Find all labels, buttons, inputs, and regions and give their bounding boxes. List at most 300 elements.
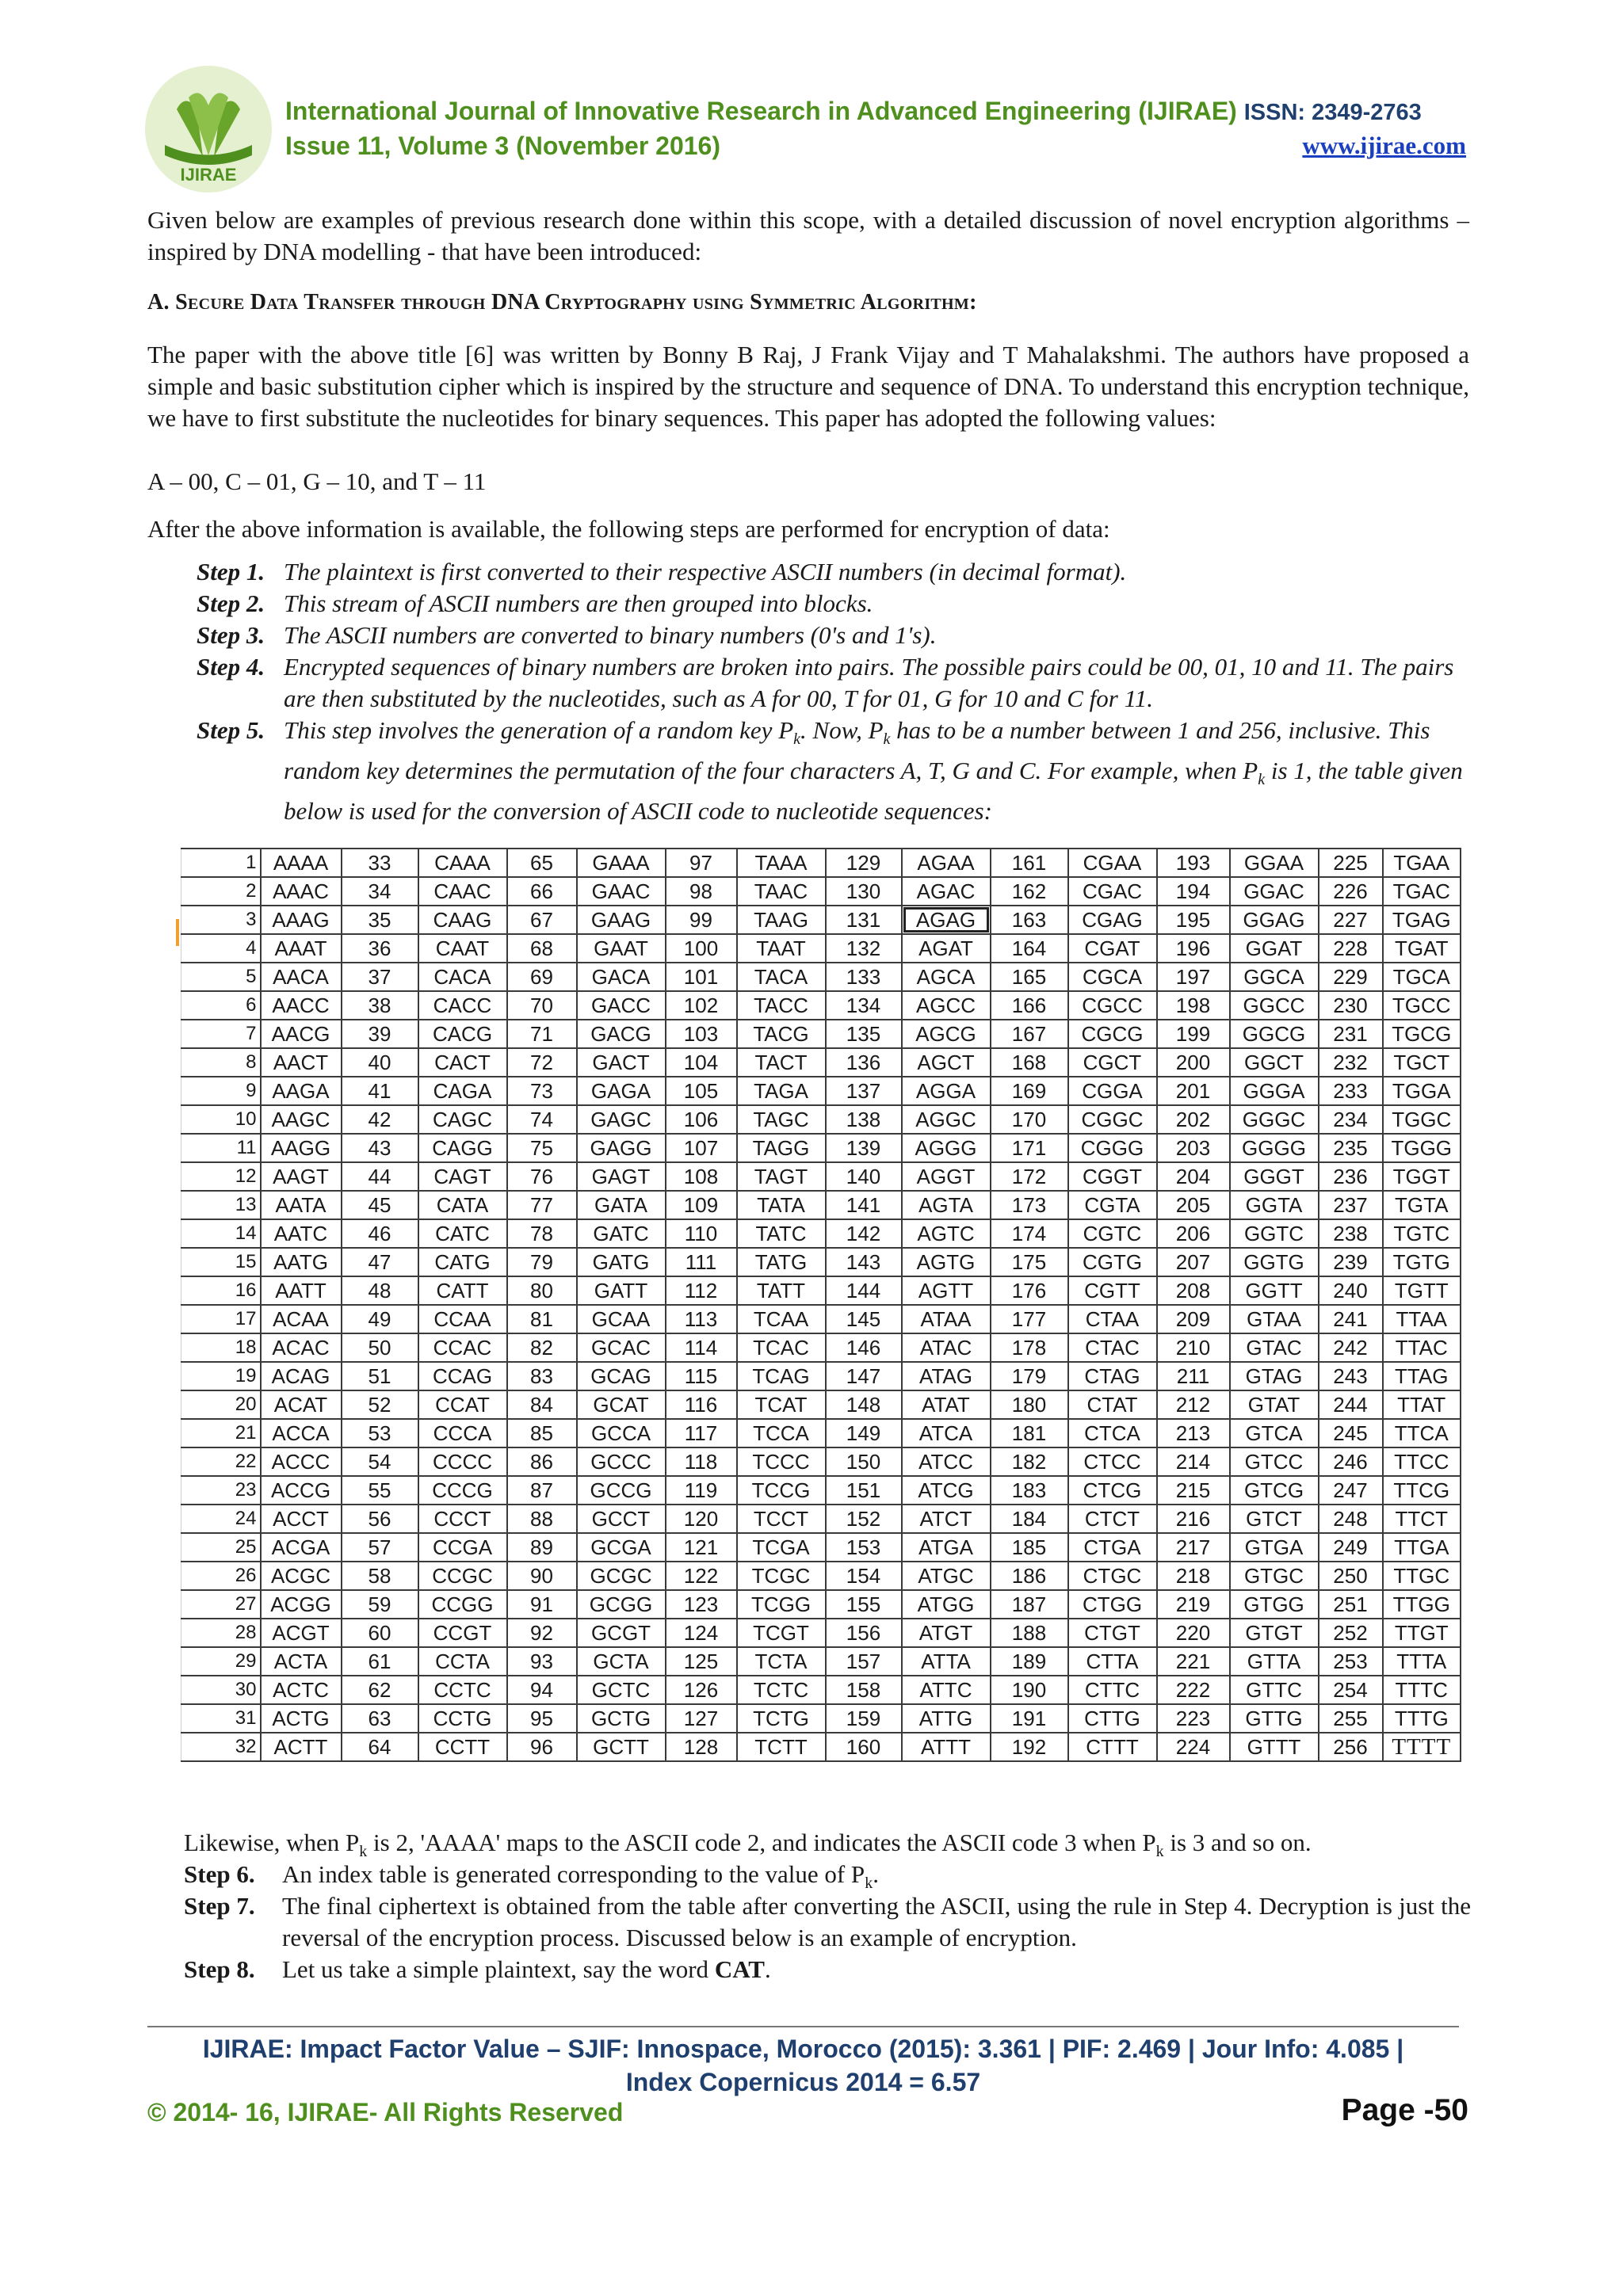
codon-cell: ATTA bbox=[902, 1647, 991, 1676]
codon-cell: CGTA bbox=[1068, 1191, 1157, 1219]
ascii-code-cell: 57 bbox=[342, 1533, 418, 1562]
ascii-code-cell: 126 bbox=[666, 1676, 737, 1704]
codon-cell: TCTT bbox=[737, 1733, 826, 1761]
table-row bbox=[181, 1419, 1461, 1447]
codon-cell: TTAC bbox=[1383, 1333, 1461, 1362]
ascii-code-cell: 199 bbox=[1157, 1020, 1230, 1048]
row-index-cell: 24 bbox=[181, 1505, 261, 1533]
codon-cell: AATG bbox=[261, 1248, 342, 1276]
ijirae-logo bbox=[141, 62, 276, 196]
codon-cell: TTCT bbox=[1383, 1505, 1461, 1533]
table-row bbox=[181, 1676, 1461, 1704]
ascii-code-cell: 218 bbox=[1157, 1562, 1230, 1590]
ascii-code-cell: 130 bbox=[826, 877, 902, 906]
codon-cell: GGTG bbox=[1230, 1248, 1319, 1276]
ascii-code-cell: 58 bbox=[342, 1562, 418, 1590]
ascii-code-cell: 152 bbox=[826, 1505, 902, 1533]
codon-cell: AGTA bbox=[902, 1191, 991, 1219]
codon-cell: GCTT bbox=[577, 1733, 666, 1761]
codon-cell: AAAT bbox=[261, 934, 342, 963]
codon-cell: GATG bbox=[577, 1248, 666, 1276]
codon-cell: TGTG bbox=[1383, 1248, 1461, 1276]
ascii-code-cell: 186 bbox=[991, 1562, 1068, 1590]
codon-cell: ATTT bbox=[902, 1733, 991, 1761]
codon-cell: AGAA bbox=[902, 849, 991, 877]
codon-cell: TTCG bbox=[1383, 1476, 1461, 1505]
section-heading-text: A. Secure Data Transfer through DNA Cryptography using Symmetric Algorithm: bbox=[147, 290, 977, 315]
ascii-code-cell: 113 bbox=[666, 1305, 737, 1333]
ascii-code-cell: 190 bbox=[991, 1676, 1068, 1704]
step-text: Let us take a simple plaintext, say the word CAT. bbox=[282, 1955, 771, 1983]
values-line: A – 00, C – 01, G – 10, and T – 11 bbox=[147, 467, 487, 495]
ascii-code-cell: 166 bbox=[991, 991, 1068, 1020]
ascii-code-cell: 194 bbox=[1157, 877, 1230, 906]
ascii-code-cell: 97 bbox=[666, 849, 737, 877]
table-row bbox=[181, 1020, 1461, 1048]
codon-cell: CGAC bbox=[1068, 877, 1157, 906]
codon-cell: TCGT bbox=[737, 1619, 826, 1647]
step-text: The plaintext is first converted to their respective ASCII numbers (in decimal format). bbox=[284, 558, 1127, 585]
table-row bbox=[181, 1105, 1461, 1134]
ascii-code-cell: 140 bbox=[826, 1162, 902, 1191]
ascii-code-cell: 118 bbox=[666, 1447, 737, 1476]
ascii-code-cell: 219 bbox=[1157, 1590, 1230, 1619]
ascii-code-cell: 115 bbox=[666, 1362, 737, 1390]
codon-cell: AGGA bbox=[902, 1077, 991, 1105]
codon-cell: GCAT bbox=[577, 1390, 666, 1419]
codon-cell: TGTC bbox=[1383, 1219, 1461, 1248]
codon-cell: CTAG bbox=[1068, 1362, 1157, 1390]
ascii-code-cell: 212 bbox=[1157, 1390, 1230, 1419]
ascii-code-cell: 150 bbox=[826, 1447, 902, 1476]
ascii-code-cell: 202 bbox=[1157, 1105, 1230, 1134]
ascii-code-cell: 124 bbox=[666, 1619, 737, 1647]
codon-cell: GTCA bbox=[1230, 1419, 1319, 1447]
journal-url-link[interactable]: www.ijirae.com bbox=[1302, 132, 1466, 159]
ascii-code-cell: 155 bbox=[826, 1590, 902, 1619]
codon-cell: ATCC bbox=[902, 1447, 991, 1476]
row-index-cell: 7 bbox=[181, 1020, 261, 1048]
ascii-code-cell: 104 bbox=[666, 1048, 737, 1077]
table-row bbox=[181, 1733, 1461, 1761]
ascii-code-cell: 102 bbox=[666, 991, 737, 1020]
codon-cell: CCCC bbox=[418, 1447, 507, 1476]
codon-cell: GGCG bbox=[1230, 1020, 1319, 1048]
codon-cell: GCCG bbox=[577, 1476, 666, 1505]
encoding-table-container bbox=[181, 848, 1465, 1816]
ascii-code-cell: 70 bbox=[507, 991, 577, 1020]
ascii-code-cell: 63 bbox=[342, 1704, 418, 1733]
codon-cell: CAGT bbox=[418, 1162, 507, 1191]
footer-line-2: Index Copernicus 2014 = 6.57 bbox=[625, 2068, 981, 2096]
codon-cell: GAGT bbox=[577, 1162, 666, 1191]
ascii-code-cell: 248 bbox=[1319, 1505, 1383, 1533]
ascii-code-cell: 89 bbox=[507, 1533, 577, 1562]
ascii-code-cell: 80 bbox=[507, 1276, 577, 1305]
intro-paragraph: Given below are examples of previous research done within this scope, with a detailed discussion of novel encryption algorithms – inspired by DNA modelling - that have been introduced: bbox=[147, 206, 1469, 265]
section-heading bbox=[147, 287, 1469, 318]
ascii-code-cell: 41 bbox=[342, 1077, 418, 1105]
ascii-code-cell: 119 bbox=[666, 1476, 737, 1505]
ascii-code-cell: 226 bbox=[1319, 877, 1383, 906]
ascii-code-cell: 72 bbox=[507, 1048, 577, 1077]
ascii-code-cell: 238 bbox=[1319, 1219, 1383, 1248]
codon-cell: CATA bbox=[418, 1191, 507, 1219]
codon-cell: TATT bbox=[737, 1276, 826, 1305]
ascii-code-cell: 243 bbox=[1319, 1362, 1383, 1390]
codon-cell: CGCG bbox=[1068, 1020, 1157, 1048]
ascii-code-cell: 60 bbox=[342, 1619, 418, 1647]
codon-cell: TGAC bbox=[1383, 877, 1461, 906]
ascii-code-cell: 116 bbox=[666, 1390, 737, 1419]
codon-cell: CCAG bbox=[418, 1362, 507, 1390]
codon-cell: ATCG bbox=[902, 1476, 991, 1505]
ascii-code-cell: 85 bbox=[507, 1419, 577, 1447]
step-label: Step 5. bbox=[197, 716, 265, 744]
codon-cell: ATGA bbox=[902, 1533, 991, 1562]
codon-cell: CAGA bbox=[418, 1077, 507, 1105]
codon-cell: ATGG bbox=[902, 1590, 991, 1619]
issn: ISSN: 2349-2763 bbox=[1243, 100, 1422, 125]
codon-cell: TGAA bbox=[1383, 849, 1461, 877]
ascii-code-cell: 45 bbox=[342, 1191, 418, 1219]
ascii-code-cell: 93 bbox=[507, 1647, 577, 1676]
ascii-code-cell: 67 bbox=[507, 906, 577, 934]
row-index-cell: 12 bbox=[181, 1162, 261, 1191]
ascii-code-cell: 195 bbox=[1157, 906, 1230, 934]
codon-cell: GCCC bbox=[577, 1447, 666, 1476]
codon-cell: GACC bbox=[577, 991, 666, 1020]
step-label: Step 3. bbox=[197, 621, 265, 649]
row-index-cell: 23 bbox=[181, 1476, 261, 1505]
table-row bbox=[181, 1276, 1461, 1305]
ascii-code-cell: 225 bbox=[1319, 849, 1383, 877]
codon-cell: CTCA bbox=[1068, 1419, 1157, 1447]
codon-cell: ACCC bbox=[261, 1447, 342, 1476]
codon-cell: GTTG bbox=[1230, 1704, 1319, 1733]
codon-cell: TGAT bbox=[1383, 934, 1461, 963]
codon-cell: TCGA bbox=[737, 1533, 826, 1562]
codon-cell: ACCA bbox=[261, 1419, 342, 1447]
codon-cell: ACAC bbox=[261, 1333, 342, 1362]
codon-cell: AATT bbox=[261, 1276, 342, 1305]
ascii-code-cell: 160 bbox=[826, 1733, 902, 1761]
codon-cell: AATC bbox=[261, 1219, 342, 1248]
ascii-code-cell: 204 bbox=[1157, 1162, 1230, 1191]
codon-cell: CGTC bbox=[1068, 1219, 1157, 1248]
codon-cell: CTTT bbox=[1068, 1733, 1157, 1761]
ascii-code-cell: 177 bbox=[991, 1305, 1068, 1333]
codon-cell: GACA bbox=[577, 963, 666, 991]
codon-cell: GTAC bbox=[1230, 1333, 1319, 1362]
ascii-nucleotide-table bbox=[181, 848, 1461, 1762]
codon-cell: GCGA bbox=[577, 1533, 666, 1562]
ascii-code-cell: 36 bbox=[342, 934, 418, 963]
codon-cell: GGGT bbox=[1230, 1162, 1319, 1191]
codon-cell: ATTC bbox=[902, 1676, 991, 1704]
row-index-cell: 13 bbox=[181, 1191, 261, 1219]
codon-cell: GCAA bbox=[577, 1305, 666, 1333]
codon-cell: CAAT bbox=[418, 934, 507, 963]
codon-cell: TTAG bbox=[1383, 1362, 1461, 1390]
codon-cell: TATA bbox=[737, 1191, 826, 1219]
codon-cell: TGCT bbox=[1383, 1048, 1461, 1077]
step-label: Step 2. bbox=[197, 589, 265, 617]
ascii-code-cell: 145 bbox=[826, 1305, 902, 1333]
ascii-code-cell: 35 bbox=[342, 906, 418, 934]
footer-divider bbox=[147, 2026, 1459, 2027]
ascii-code-cell: 256 bbox=[1319, 1733, 1383, 1761]
row-index-cell: 26 bbox=[181, 1562, 261, 1590]
codon-cell: CCTC bbox=[418, 1676, 507, 1704]
ascii-code-cell: 188 bbox=[991, 1619, 1068, 1647]
step-text: An index table is generated corresponding to the value of $P_k$. bbox=[282, 1860, 879, 1893]
codon-cell: TGAG bbox=[1383, 906, 1461, 934]
row-index-cell: 30 bbox=[181, 1676, 261, 1704]
ascii-code-cell: 234 bbox=[1319, 1105, 1383, 1134]
ascii-code-cell: 59 bbox=[342, 1590, 418, 1619]
ascii-code-cell: 34 bbox=[342, 877, 418, 906]
ascii-code-cell: 62 bbox=[342, 1676, 418, 1704]
codon-cell: CCAA bbox=[418, 1305, 507, 1333]
ascii-code-cell: 134 bbox=[826, 991, 902, 1020]
codon-cell: AAGG bbox=[261, 1134, 342, 1162]
codon-cell: ATTG bbox=[902, 1704, 991, 1733]
step-label: Step 1. bbox=[197, 558, 265, 585]
codon-cell: TACA bbox=[737, 963, 826, 991]
row-index-cell: 25 bbox=[181, 1533, 261, 1562]
ascii-code-cell: 214 bbox=[1157, 1447, 1230, 1476]
ascii-code-cell: 111 bbox=[666, 1248, 737, 1276]
codon-cell: GCAC bbox=[577, 1333, 666, 1362]
codon-cell: CTAT bbox=[1068, 1390, 1157, 1419]
ascii-code-cell: 209 bbox=[1157, 1305, 1230, 1333]
codon-cell: TCAA bbox=[737, 1305, 826, 1333]
ascii-code-cell: 55 bbox=[342, 1476, 418, 1505]
ascii-code-cell: 87 bbox=[507, 1476, 577, 1505]
codon-cell: CACG bbox=[418, 1020, 507, 1048]
codon-cell: TACG bbox=[737, 1020, 826, 1048]
ascii-code-cell: 90 bbox=[507, 1562, 577, 1590]
ascii-code-cell: 183 bbox=[991, 1476, 1068, 1505]
ascii-code-cell: 253 bbox=[1319, 1647, 1383, 1676]
ascii-code-cell: 46 bbox=[342, 1219, 418, 1248]
table-row bbox=[181, 906, 1461, 934]
ascii-code-cell: 151 bbox=[826, 1476, 902, 1505]
ascii-code-cell: 133 bbox=[826, 963, 902, 991]
ascii-code-cell: 252 bbox=[1319, 1619, 1383, 1647]
ascii-code-cell: 86 bbox=[507, 1447, 577, 1476]
ascii-code-cell: 106 bbox=[666, 1105, 737, 1134]
ascii-code-cell: 169 bbox=[991, 1077, 1068, 1105]
ascii-code-cell: 207 bbox=[1157, 1248, 1230, 1276]
ascii-code-cell: 68 bbox=[507, 934, 577, 963]
codon-cell: GACT bbox=[577, 1048, 666, 1077]
codon-cell: GATA bbox=[577, 1191, 666, 1219]
ascii-code-cell: 164 bbox=[991, 934, 1068, 963]
row-index-cell: 19 bbox=[181, 1362, 261, 1390]
ascii-code-cell: 76 bbox=[507, 1162, 577, 1191]
codon-cell: TCTC bbox=[737, 1676, 826, 1704]
codon-cell: GTTC bbox=[1230, 1676, 1319, 1704]
ascii-code-cell: 158 bbox=[826, 1676, 902, 1704]
codon-cell: GCTC bbox=[577, 1676, 666, 1704]
ascii-code-cell: 200 bbox=[1157, 1048, 1230, 1077]
row-index-cell: 10 bbox=[181, 1105, 261, 1134]
codon-cell: ATAG bbox=[902, 1362, 991, 1390]
codon-cell: AGGT bbox=[902, 1162, 991, 1191]
ascii-code-cell: 69 bbox=[507, 963, 577, 991]
step-text: The ASCII numbers are converted to binary numbers (0's and 1's). bbox=[284, 621, 937, 649]
ascii-code-cell: 215 bbox=[1157, 1476, 1230, 1505]
ascii-code-cell: 139 bbox=[826, 1134, 902, 1162]
table-row bbox=[181, 1390, 1461, 1419]
codon-cell: CGAT bbox=[1068, 934, 1157, 963]
codon-cell: TAGG bbox=[737, 1134, 826, 1162]
ascii-code-cell: 237 bbox=[1319, 1191, 1383, 1219]
likewise-paragraph: Likewise, when $P_k$ is 2, 'AAAA' maps to the ASCII code 2, and indicates the ASCII code 3 when $P_k$ is 3 and so on. bbox=[184, 1829, 1312, 1861]
ascii-code-cell: 77 bbox=[507, 1191, 577, 1219]
table-row bbox=[181, 1191, 1461, 1219]
ascii-code-cell: 105 bbox=[666, 1077, 737, 1105]
codon-cell: AACG bbox=[261, 1020, 342, 1048]
ascii-code-cell: 192 bbox=[991, 1733, 1068, 1761]
ascii-code-cell: 127 bbox=[666, 1704, 737, 1733]
issue-line: Issue 11, Volume 3 (November 2016) bbox=[285, 132, 720, 160]
codon-cell: TACT bbox=[737, 1048, 826, 1077]
codon-cell: TCGG bbox=[737, 1590, 826, 1619]
row-index-cell: 5 bbox=[181, 963, 261, 991]
codon-cell: GATT bbox=[577, 1276, 666, 1305]
ascii-code-cell: 96 bbox=[507, 1733, 577, 1761]
codon-cell: GCGT bbox=[577, 1619, 666, 1647]
ascii-code-cell: 210 bbox=[1157, 1333, 1230, 1362]
row-index-cell: 18 bbox=[181, 1333, 261, 1362]
ascii-code-cell: 242 bbox=[1319, 1333, 1383, 1362]
codon-cell: ACAG bbox=[261, 1362, 342, 1390]
codon-cell: GGCT bbox=[1230, 1048, 1319, 1077]
ascii-code-cell: 48 bbox=[342, 1276, 418, 1305]
ascii-code-cell: 162 bbox=[991, 877, 1068, 906]
codon-cell: GCAG bbox=[577, 1362, 666, 1390]
ascii-code-cell: 136 bbox=[826, 1048, 902, 1077]
row-index-cell: 4 bbox=[181, 934, 261, 963]
row-index-cell: 16 bbox=[181, 1276, 261, 1305]
ascii-code-cell: 146 bbox=[826, 1333, 902, 1362]
codon-cell: ACTC bbox=[261, 1676, 342, 1704]
codon-cell: GACG bbox=[577, 1020, 666, 1048]
codon-cell: TTTC bbox=[1383, 1676, 1461, 1704]
ascii-code-cell: 181 bbox=[991, 1419, 1068, 1447]
codon-cell: CCCA bbox=[418, 1419, 507, 1447]
ascii-code-cell: 40 bbox=[342, 1048, 418, 1077]
codon-cell: TCCG bbox=[737, 1476, 826, 1505]
codon-cell: ATGT bbox=[902, 1619, 991, 1647]
codon-cell: AGTC bbox=[902, 1219, 991, 1248]
ascii-code-cell: 65 bbox=[507, 849, 577, 877]
codon-cell: GAGC bbox=[577, 1105, 666, 1134]
codon-cell: TAAA bbox=[737, 849, 826, 877]
ascii-code-cell: 43 bbox=[342, 1134, 418, 1162]
codon-cell: AACT bbox=[261, 1048, 342, 1077]
step-label: Step 8. bbox=[184, 1955, 255, 1983]
codon-cell: ACGG bbox=[261, 1590, 342, 1619]
ascii-code-cell: 222 bbox=[1157, 1676, 1230, 1704]
ascii-code-cell: 153 bbox=[826, 1533, 902, 1562]
codon-cell: TGTT bbox=[1383, 1276, 1461, 1305]
ascii-code-cell: 249 bbox=[1319, 1533, 1383, 1562]
codon-cell: CCTG bbox=[418, 1704, 507, 1733]
ascii-code-cell: 232 bbox=[1319, 1048, 1383, 1077]
codon-cell: TGGT bbox=[1383, 1162, 1461, 1191]
codon-cell: AGCA bbox=[902, 963, 991, 991]
codon-cell: CTAA bbox=[1068, 1305, 1157, 1333]
row-index-cell: 14 bbox=[181, 1219, 261, 1248]
codon-cell: GTCT bbox=[1230, 1505, 1319, 1533]
footer-impact-info bbox=[147, 2032, 1459, 2099]
codon-cell: CCAT bbox=[418, 1390, 507, 1419]
table-row bbox=[181, 1619, 1461, 1647]
ascii-code-cell: 101 bbox=[666, 963, 737, 991]
codon-cell: GGTA bbox=[1230, 1191, 1319, 1219]
ascii-code-cell: 42 bbox=[342, 1105, 418, 1134]
ascii-code-cell: 230 bbox=[1319, 991, 1383, 1020]
codon-cell: AACA bbox=[261, 963, 342, 991]
codon-cell: CTTA bbox=[1068, 1647, 1157, 1676]
codon-cell: ACGT bbox=[261, 1619, 342, 1647]
codon-cell: ACCT bbox=[261, 1505, 342, 1533]
table-row bbox=[181, 1533, 1461, 1562]
ascii-code-cell: 141 bbox=[826, 1191, 902, 1219]
ascii-code-cell: 71 bbox=[507, 1020, 577, 1048]
table-row bbox=[181, 963, 1461, 991]
ascii-code-cell: 191 bbox=[991, 1704, 1068, 1733]
ascii-code-cell: 128 bbox=[666, 1733, 737, 1761]
ascii-code-cell: 161 bbox=[991, 849, 1068, 877]
ascii-code-cell: 165 bbox=[991, 963, 1068, 991]
row-index-cell: 21 bbox=[181, 1419, 261, 1447]
row-index-cell: 8 bbox=[181, 1048, 261, 1077]
ascii-code-cell: 39 bbox=[342, 1020, 418, 1048]
table-row bbox=[181, 1333, 1461, 1362]
codon-cell: AATA bbox=[261, 1191, 342, 1219]
codon-cell: AAAC bbox=[261, 877, 342, 906]
codon-cell: GGGG bbox=[1230, 1134, 1319, 1162]
ascii-code-cell: 246 bbox=[1319, 1447, 1383, 1476]
codon-cell: AGCT bbox=[902, 1048, 991, 1077]
ascii-code-cell: 94 bbox=[507, 1676, 577, 1704]
codon-cell: AAGA bbox=[261, 1077, 342, 1105]
codon-cell: TAGC bbox=[737, 1105, 826, 1134]
codon-cell: CATT bbox=[418, 1276, 507, 1305]
codon-cell: CTGA bbox=[1068, 1533, 1157, 1562]
codon-cell: TCCC bbox=[737, 1447, 826, 1476]
codon-cell: AGAC bbox=[902, 877, 991, 906]
ascii-code-cell: 206 bbox=[1157, 1219, 1230, 1248]
codon-cell: CACC bbox=[418, 991, 507, 1020]
codon-cell: TCTG bbox=[737, 1704, 826, 1733]
step-text: This step involves the generation of a random key $P_k$. Now, $P_k$ has to be a number between 1 and 256, inclusive. This random key determines the permutation of the four characters A, T, G and C. For example, when $P_k$ is 1, the table given below is used for the conversion of ASCII code to nucleotide sequences: bbox=[284, 716, 1463, 826]
codon-cell: CAAC bbox=[418, 877, 507, 906]
codon-cell: TCAT bbox=[737, 1390, 826, 1419]
codon-cell: CAGG bbox=[418, 1134, 507, 1162]
codon-cell: CTTC bbox=[1068, 1676, 1157, 1704]
ascii-code-cell: 54 bbox=[342, 1447, 418, 1476]
ascii-code-cell: 56 bbox=[342, 1505, 418, 1533]
ascii-code-cell: 108 bbox=[666, 1162, 737, 1191]
codon-cell: GAGG bbox=[577, 1134, 666, 1162]
codon-cell: GGCA bbox=[1230, 963, 1319, 991]
